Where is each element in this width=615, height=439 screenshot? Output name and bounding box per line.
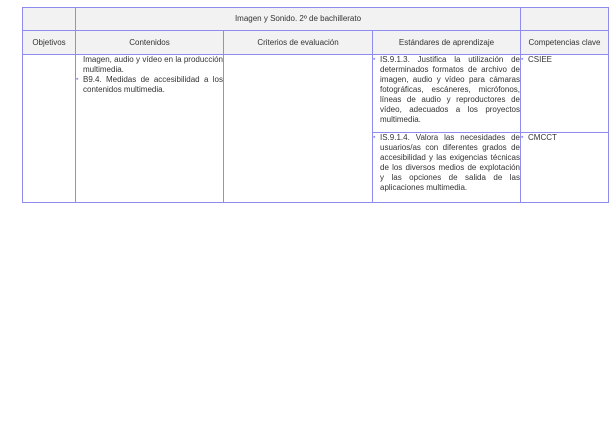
- table-title: Imagen y Sonido. 2º de bachillerato: [76, 8, 521, 31]
- empty-corner-cell: [23, 8, 76, 31]
- curriculum-table: [22, 7, 609, 203]
- table-row: [23, 55, 609, 133]
- column-header-row: [23, 31, 609, 55]
- column-header-contenidos: Contenidos: [76, 31, 224, 55]
- title-row: [23, 8, 609, 31]
- contenido-item: Imagen, audio y vídeo en la producción multimedia.: [83, 55, 223, 74]
- empty-corner-cell: [521, 8, 609, 31]
- objetivos-cell: [23, 55, 76, 203]
- standard-item: ▪ IS.9.1.4. Valora las necesidades de usuarios/as con diferentes grados de accesibilidad y las exigencias técnicas de los diversos medios de explotación y las opciones de salida de las aplicaciones multimedia.: [373, 133, 520, 193]
- criterios-cell: [224, 55, 373, 203]
- contenido-item: ▪ B9.4. Medidas de accesibilidad a los contenidos multimedia.: [76, 75, 223, 95]
- column-header-estandares: Estándares de aprendizaje: [373, 31, 521, 55]
- standard-cell: [373, 55, 521, 133]
- column-header-competencias: Competencias clave: [521, 31, 609, 55]
- competence-item: ▪ CMCCT: [521, 133, 608, 143]
- competence-item: ▪ CSIEE: [521, 55, 608, 65]
- standard-item: ▪ IS.9.1.3. Justifica la utilización de determinados formatos de archivo de imagen, audio y vídeo para cámaras fotográficas, escáneres, micrófonos, líneas de audio y reproductores de vídeo, adecuados a los proyectos multimedia.: [373, 55, 520, 125]
- column-header-criterios: Criterios de evaluación: [224, 31, 373, 55]
- competence-cell: [521, 55, 609, 133]
- standard-cell: [373, 133, 521, 203]
- column-header-objetivos: Objetivos: [23, 31, 76, 55]
- contenidos-cell: [76, 55, 224, 203]
- competence-cell: [521, 133, 609, 203]
